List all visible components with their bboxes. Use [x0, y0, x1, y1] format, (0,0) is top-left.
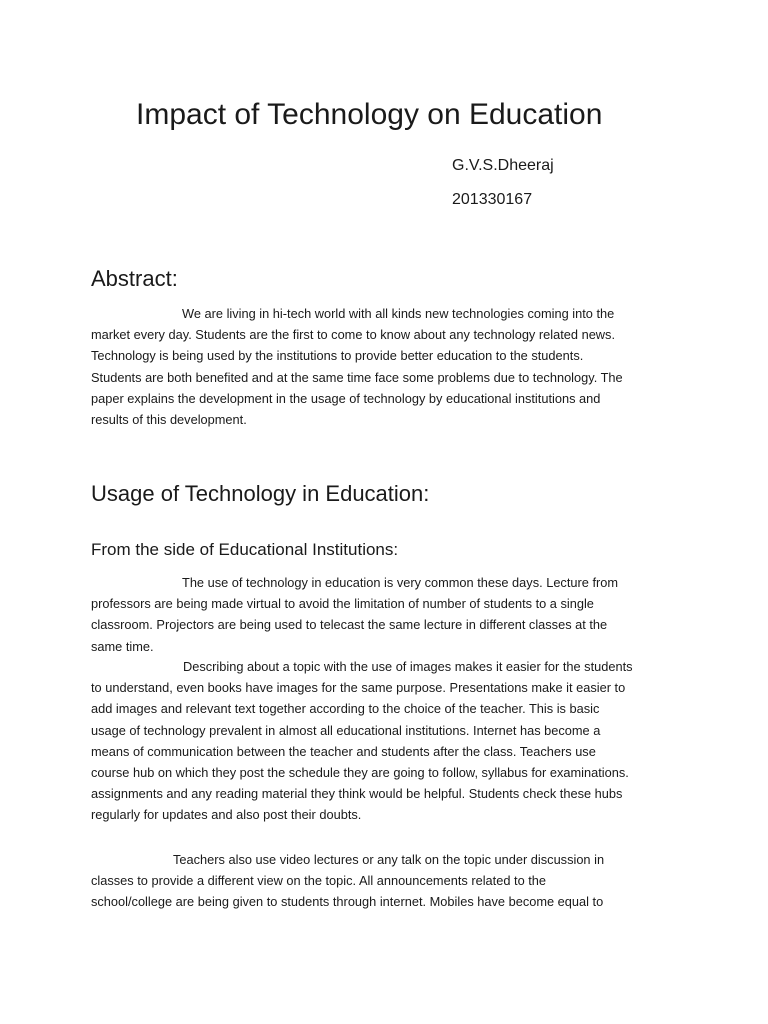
usage-heading: Usage of Technology in Education:: [91, 481, 430, 506]
body-line: professors are being made virtual to avoid the limitation of number of students to a single: [91, 596, 594, 612]
abstract-line: results of this development.: [91, 412, 247, 428]
student-id: 201330167: [452, 191, 533, 208]
abstract-line: Technology is being used by the institutions to provide better education to the students.: [91, 348, 584, 364]
body-line: assignments and any reading material they think would be helpful. Students check these hubs: [91, 786, 623, 802]
usage-paragraph-2: [91, 656, 691, 826]
body-line: classes to provide a different view on the topic. All announcements related to the: [91, 873, 547, 889]
institutions-subheading: From the side of Educational Institutions:: [91, 540, 399, 559]
abstract-line: Students are both benefited and at the same time face some problems due to technology. The: [91, 369, 623, 385]
document-title: Impact of Technology on Education: [136, 98, 603, 131]
body-line: Describing about a topic with the use of images makes it easier for the students: [183, 659, 633, 674]
body-line: means of communication between the teacher and students after the class. Teachers use: [91, 743, 596, 759]
author-name: G.V.S.Dheeraj: [452, 157, 554, 174]
body-line: classroom. Projectors are being used to telecast the same lecture in different classes at the: [91, 617, 608, 633]
abstract-heading: Abstract:: [91, 266, 178, 291]
body-line: to understand, even books have images for the same purpose. Presentations make it easier to: [91, 680, 626, 696]
body-line: school/college are being given to students through internet. Mobiles have become equal to: [91, 894, 604, 910]
body-line: regularly for updates and also post their doubts.: [91, 807, 362, 823]
abstract-paragraph: [91, 303, 691, 430]
usage-paragraph-1: [91, 572, 691, 657]
body-line: Teachers also use video lectures or any talk on the topic under discussion in: [173, 852, 605, 867]
abstract-line: market every day. Students are the first to come to know about any technology related news.: [91, 327, 616, 343]
body-line: add images and relevant text together according to the choice of the teacher. This is basic: [91, 701, 600, 717]
abstract-line: We are living in hi-tech world with all kinds new technologies coming into the: [182, 306, 615, 321]
body-line: usage of technology prevalent in almost all educational institutions. Internet has become a: [91, 722, 601, 738]
usage-paragraph-3: [91, 849, 691, 913]
body-line: same time.: [91, 638, 154, 654]
body-line: course hub on which they post the schedule they are going to follow, syllabus for examinations.: [91, 765, 629, 781]
body-line: The use of technology in education is very common these days. Lecture from: [182, 575, 619, 590]
abstract-line: paper explains the development in the usage of technology by educational institutions and: [91, 390, 601, 406]
